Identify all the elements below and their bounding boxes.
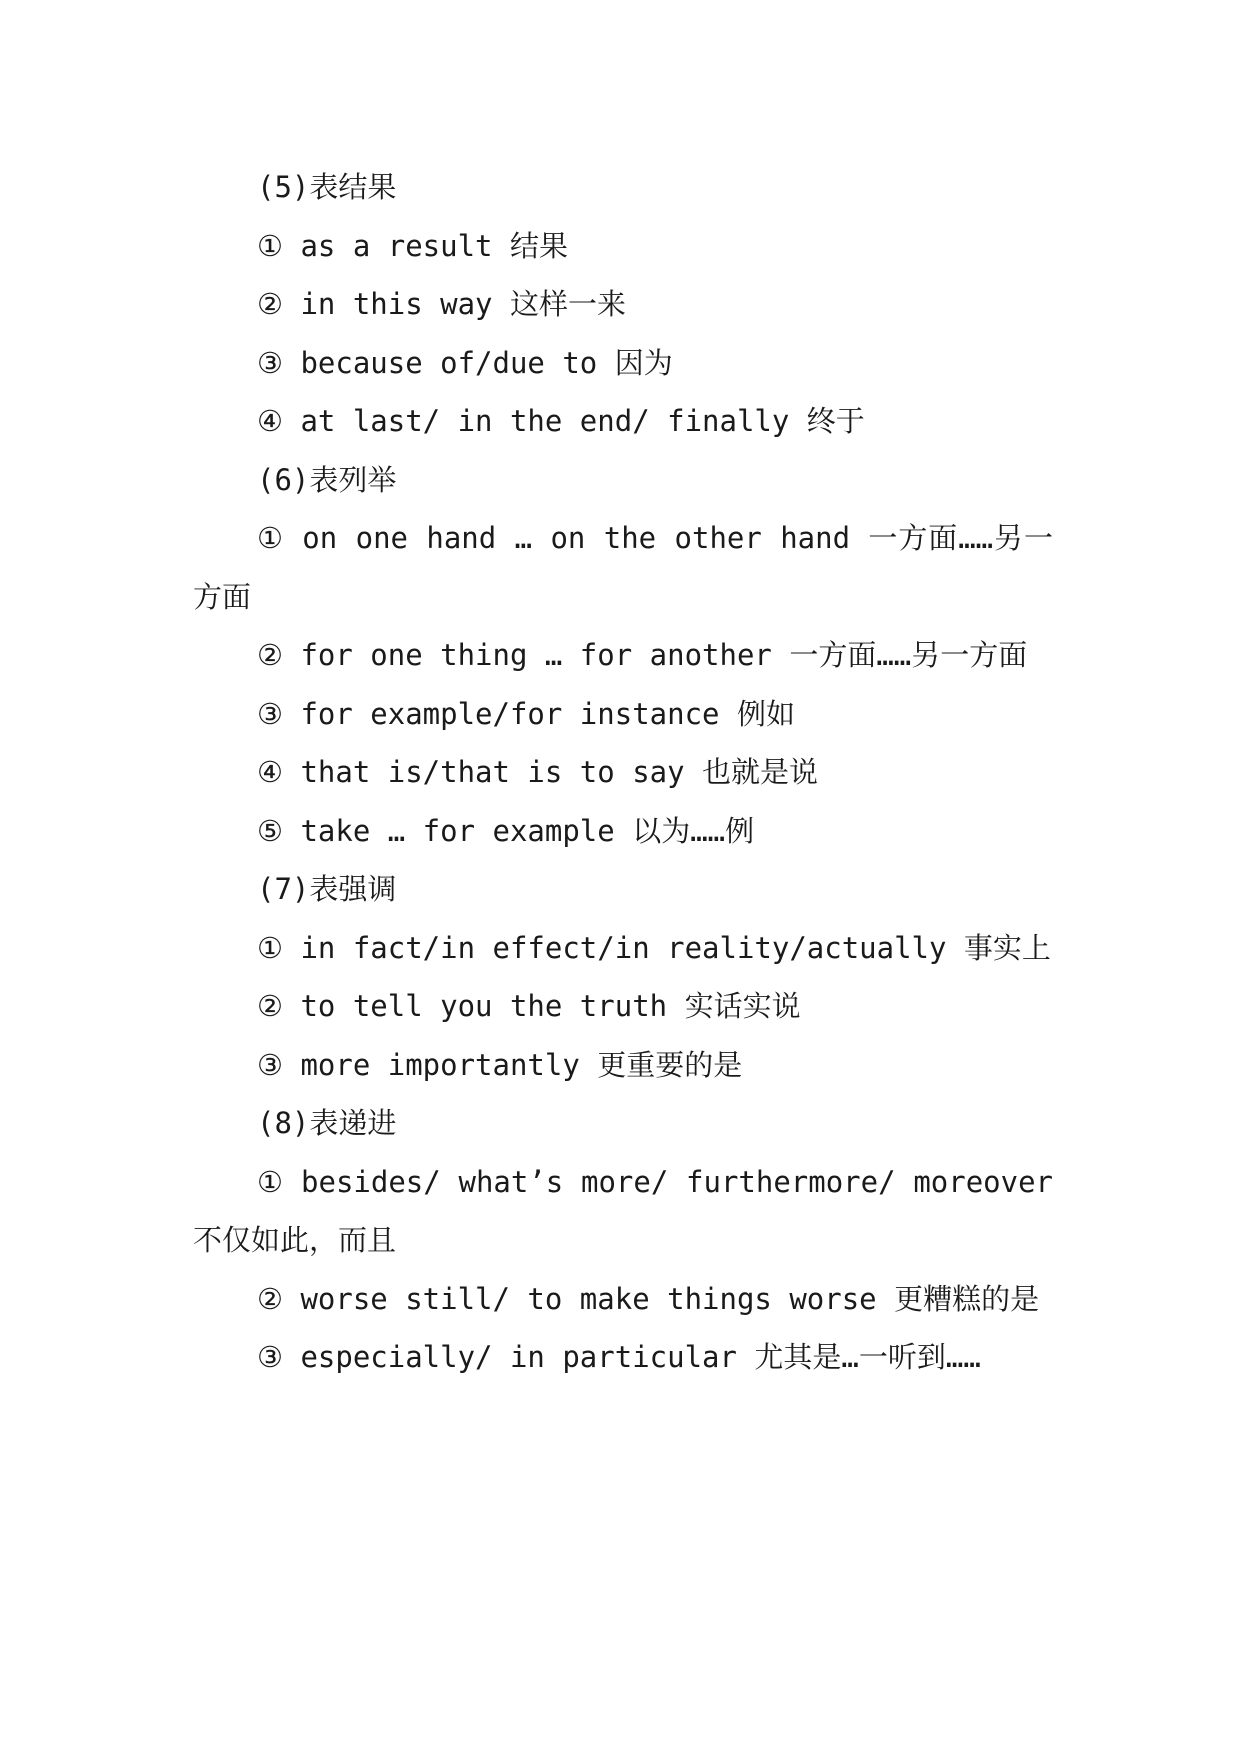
list-item: ③ especially/ in particular 尤其是…一听到…… <box>257 1340 981 1374</box>
list-item: ① on one hand … on the other hand 一方面……另一方面 <box>193 521 1053 614</box>
list-item: ② for one thing … for another 一方面……另一方面 <box>257 638 1028 672</box>
list-item: ② to tell you the truth 实话实说 <box>257 989 801 1023</box>
list-item: ② in this way 这样一来 <box>257 287 626 321</box>
list-item: ③ because of/due to 因为 <box>257 345 673 380</box>
list-item: ④ that is/that is to say 也就是说 <box>257 755 819 789</box>
list-item: ③ for example/for instance 例如 <box>257 696 795 731</box>
section-heading-result: (5)表结果 <box>257 170 397 204</box>
list-item: ① besides/ what’s more/ furthermore/ moreover 不仅如此，而且 <box>193 1164 1071 1257</box>
document-body <box>193 158 1071 1387</box>
list-item: ① in fact/in effect/in reality/actually 事实上 <box>257 930 1051 965</box>
section-heading-emphasis: (7)表强调 <box>257 872 397 906</box>
list-item: ⑤ take … for example 以为……例 <box>257 813 755 848</box>
list-item: ② worse still/ to make things worse 更糟糕的是 <box>257 1281 1040 1316</box>
list-item: ④ at last/ in the end/ finally 终于 <box>257 404 865 438</box>
list-item: ① as a result 结果 <box>257 228 568 263</box>
section-heading-enumeration: (6)表列举 <box>257 462 397 497</box>
list-item: ③ more importantly 更重要的是 <box>257 1047 743 1082</box>
section-heading-progression: (8)表递进 <box>257 1106 397 1140</box>
